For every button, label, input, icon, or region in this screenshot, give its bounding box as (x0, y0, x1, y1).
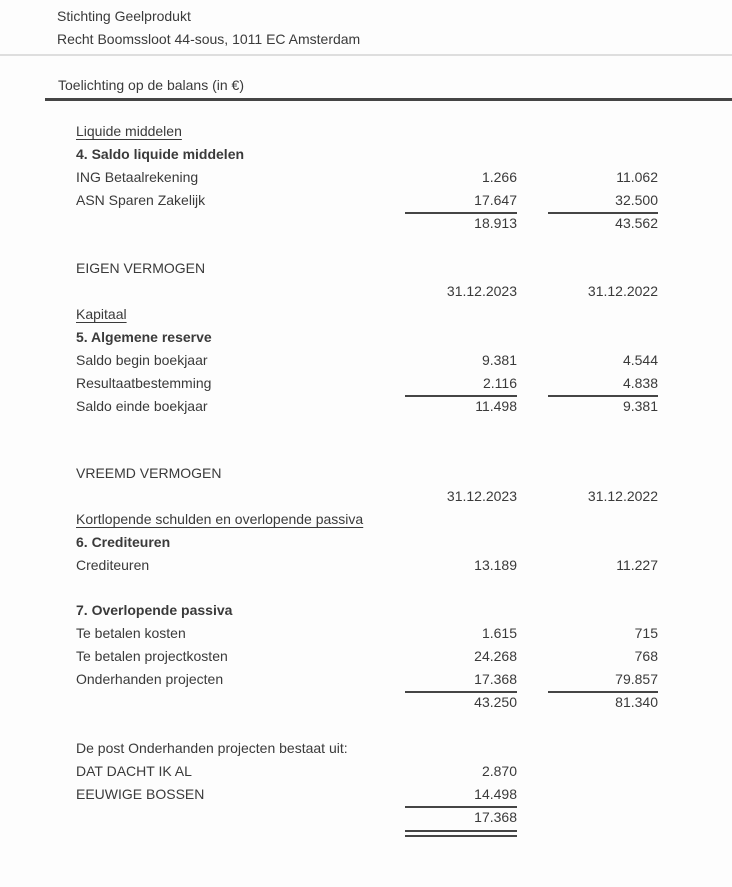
table-row (76, 280, 658, 303)
value-2023: 31.12.2023 (446, 488, 517, 504)
org-address: Recht Boomssloot 44-sous, 1011 EC Amsterdam (57, 31, 361, 47)
row-label: Te betalen projectkosten (76, 648, 228, 664)
value-2023: 31.12.2023 (446, 283, 517, 299)
row-label: Kortlopende schulden en overlopende passiva (76, 511, 364, 527)
row-label: DAT DACHT IK AL (76, 763, 192, 779)
row-label: ASN Sparen Zakelijk (76, 192, 206, 208)
value-2022 (517, 143, 658, 166)
row-label (76, 280, 405, 303)
table-row (76, 257, 658, 280)
row-label: 4. Saldo liquide middelen (76, 146, 245, 162)
value-2022: 79.857 (615, 671, 658, 687)
row-label: 5. Algemene reserve (76, 329, 212, 345)
row-label: Resultaatbestemming (76, 375, 212, 391)
row-label: De post Onderhanden projecten bestaat uit: (76, 740, 348, 756)
section-spacer (76, 418, 658, 462)
value-2022 (517, 783, 658, 806)
balance-table (0, 120, 732, 839)
value-2022: 11.062 (616, 169, 658, 185)
value-2023 (405, 143, 517, 166)
value-2023 (405, 829, 517, 839)
header-divider (0, 54, 732, 56)
section-spacer (76, 577, 658, 599)
value-2023: 17.647 (474, 192, 517, 208)
table-row (76, 668, 658, 691)
value-2022: 9.381 (517, 395, 658, 418)
table-row (76, 143, 658, 166)
value-2023: 17.368 (405, 806, 517, 829)
value-2022: 81.340 (517, 691, 658, 714)
table-row (76, 531, 658, 554)
value-2022: 4.838 (622, 375, 658, 391)
value-2023: 13.189 (474, 557, 517, 573)
row-label (76, 829, 405, 839)
value-2022 (517, 326, 658, 349)
value-2023: 2.116 (483, 375, 517, 391)
table-row (76, 806, 658, 829)
table-row (76, 166, 658, 189)
document-header (0, 0, 732, 101)
row-label: VREEMD VERMOGEN (76, 465, 222, 481)
value-2023: 1.615 (481, 625, 517, 641)
value-2023: 14.498 (474, 786, 517, 802)
row-label: Kapitaal (76, 306, 127, 322)
value-2022 (517, 829, 658, 839)
table-row (76, 485, 658, 508)
value-2022 (517, 599, 658, 622)
value-2022: 768 (634, 648, 658, 664)
value-2023 (405, 508, 517, 531)
title-rule (45, 98, 732, 101)
table-row (76, 326, 658, 349)
row-label: Liquide middelen (76, 123, 182, 139)
table-row (76, 737, 658, 760)
table-row (76, 372, 658, 395)
row-label: Te betalen kosten (76, 625, 186, 641)
table-row (76, 395, 658, 418)
value-2023: 11.498 (405, 395, 517, 418)
row-label: ING Betaalrekening (76, 169, 199, 185)
value-2022: 715 (634, 625, 658, 641)
value-2023 (405, 531, 517, 554)
row-label (76, 485, 405, 508)
value-2023: 1.266 (481, 169, 517, 185)
value-2022 (517, 806, 658, 829)
value-2023: 2.870 (481, 763, 517, 779)
table-row (76, 554, 658, 577)
row-label: Saldo begin boekjaar (76, 352, 208, 368)
value-2023 (405, 737, 517, 760)
table-row (76, 599, 658, 622)
value-2023: 17.368 (474, 671, 517, 687)
row-label (76, 212, 405, 235)
table-row (76, 760, 658, 783)
table-row (76, 120, 658, 143)
value-2023 (405, 599, 517, 622)
value-2022 (517, 508, 658, 531)
row-label: Saldo einde boekjaar (76, 398, 208, 414)
row-label: 6. Crediteuren (76, 534, 171, 550)
row-label: EEUWIGE BOSSEN (76, 786, 205, 802)
value-2022 (517, 737, 658, 760)
page-title: Toelichting op de balans (in €) (58, 77, 245, 93)
table-row (76, 349, 658, 372)
value-2023 (405, 462, 517, 485)
value-2022 (517, 531, 658, 554)
table-row (76, 462, 658, 485)
table-row (76, 645, 658, 668)
value-2022 (517, 462, 658, 485)
value-2023: 9.381 (481, 352, 517, 368)
value-2022 (517, 120, 658, 143)
org-name: Stichting Geelprodukt (57, 8, 191, 24)
table-row (76, 783, 658, 806)
table-row (76, 303, 658, 326)
value-2022: 43.562 (517, 212, 658, 235)
value-2023 (405, 120, 517, 143)
section-spacer (76, 714, 658, 737)
table-row (76, 691, 658, 714)
table-row (76, 622, 658, 645)
value-2022 (517, 760, 658, 783)
row-label (76, 691, 405, 714)
row-label: Crediteuren (76, 557, 150, 573)
double-rule-line (405, 830, 517, 837)
value-2023: 43.250 (405, 691, 517, 714)
value-2022: 11.227 (616, 557, 658, 573)
value-2023: 18.913 (405, 212, 517, 235)
row-label: Onderhanden projecten (76, 671, 224, 687)
section-spacer (76, 235, 658, 257)
row-label: 7. Overlopende passiva (76, 602, 233, 618)
table-row (76, 212, 658, 235)
value-2022: 4.544 (622, 352, 658, 368)
table-row (76, 189, 658, 212)
value-2022 (517, 303, 658, 326)
value-2023 (405, 257, 517, 280)
value-2022: 31.12.2022 (587, 488, 658, 504)
value-2022: 31.12.2022 (587, 283, 658, 299)
row-label (76, 806, 405, 829)
value-2023: 24.268 (474, 648, 517, 664)
value-2023 (405, 303, 517, 326)
value-2022 (517, 257, 658, 280)
table-row (76, 508, 658, 531)
value-2023 (405, 326, 517, 349)
grand-total-double-rule (76, 829, 658, 839)
value-2022: 32.500 (615, 192, 658, 208)
row-label: EIGEN VERMOGEN (76, 260, 206, 276)
